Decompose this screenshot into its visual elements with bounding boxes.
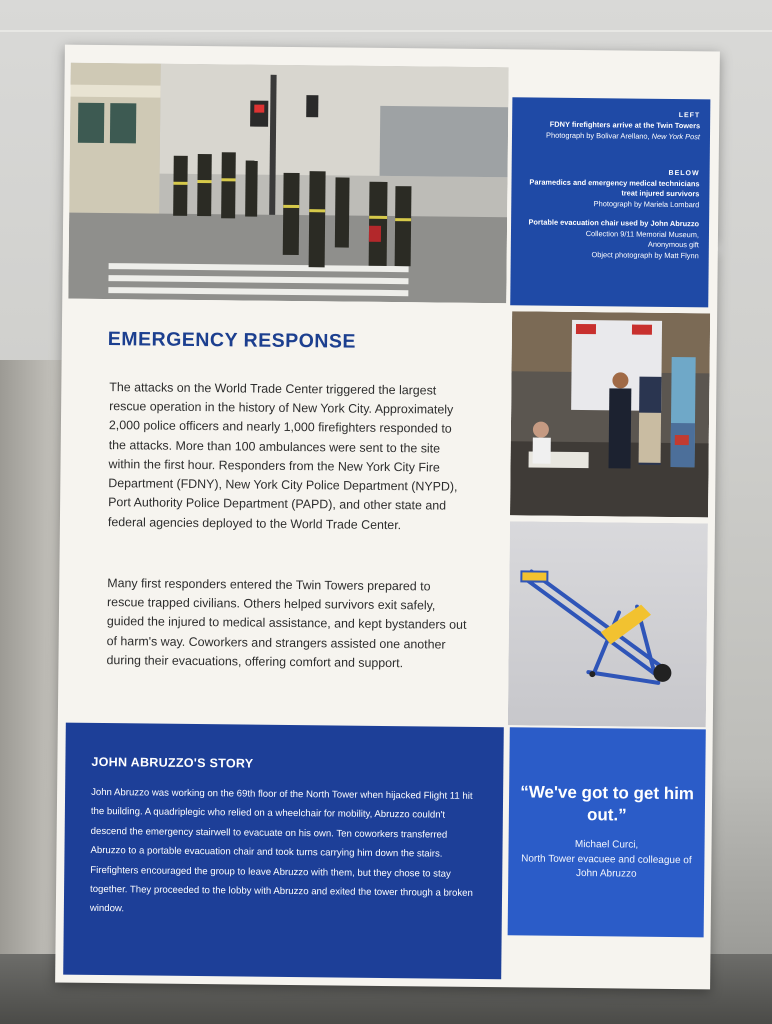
caption-left-credit (522, 130, 700, 143)
quote-panel (508, 727, 706, 937)
exhibit-poster (55, 45, 720, 990)
paramedics-ambulance-photo (510, 311, 710, 517)
caption-left-heading: LEFT (678, 112, 701, 120)
caption-chair-gift: Anonymous gift (647, 240, 699, 250)
caption-left-title: FDNY firefighters arrive at the Twin Towers (549, 119, 701, 131)
caption-below-heading: BELOW (668, 169, 700, 177)
firefighters-street-photo (68, 63, 508, 304)
caption-left-credit-text: Photograph by Bolivar Arellano, (546, 130, 652, 141)
story-panel (63, 723, 504, 980)
quote-name: Michael Curci, (574, 839, 639, 851)
caption-left-credit-italic: New York Post (651, 131, 701, 142)
caption-below-title: Paramedics and emergency medical technicians treat injured survivors (529, 177, 700, 199)
responders-paragraph: Many first responders entered the Twin Towers prepared to rescue trapped civilians. Others helped survivors exit safely, guided the injured to medical assistance, and kept bystanders out of harm's way. Coworkers and strangers assisted one another during their evacuations, offering comfort and support. (106, 576, 467, 671)
story-title: JOHN ABRUZZO'S STORY (91, 754, 254, 771)
quote-text: “We've got to get him out.” (520, 782, 695, 825)
ceiling-edge (0, 30, 772, 32)
background-wall (0, 360, 62, 960)
evacuation-chair-photo (508, 521, 708, 727)
intro-paragraph: The attacks on the World Trade Center triggered the largest rescue operation in the history of New York City. Approximately 2,000 police officers and nearly 1,000 firefighters responded to the attacks. More than 100 ambulances were sent to the site within the first hour. Responders from the New York City Fire Department (FDNY), New York City Police Department (NYPD), Port Authority Police Department (PAPD), and other state and federal agencies deployed to the World Trade Center. (107, 380, 458, 532)
quote-attribution (518, 838, 694, 883)
page-title: EMERGENCY RESPONSE (107, 328, 357, 353)
story-body: John Abruzzo was working on the 69th floor of the North Tower when hijacked Flight 11 hit the building. A quadriplegic who relied on a wheelchair for mobility, Abruzzo couldn't descend the emergency stairwell to evacuate on his own. Ten coworkers transferred Abruzzo to a portable evacuation chair and took turns carrying him down the stairs. Firefighters encouraged the group to leave Abruzzo with them, but they chose to stay together. They proceeded to the lobby with Abruzzo and exited the tower through a broken window. (89, 786, 473, 915)
caption-chair-collection: Collection 9/11 Memorial Museum, (585, 228, 700, 239)
caption-chair-title: Portable evacuation chair used by John Abruzzo (528, 217, 700, 229)
quote-role: North Tower evacuee and colleague of John Abruzzo (521, 853, 692, 880)
caption-below-credit: Photograph by Mariela Lombard (593, 199, 700, 210)
photo-caption-box (510, 97, 710, 307)
caption-chair-credit: Object photograph by Matt Flynn (591, 250, 699, 261)
